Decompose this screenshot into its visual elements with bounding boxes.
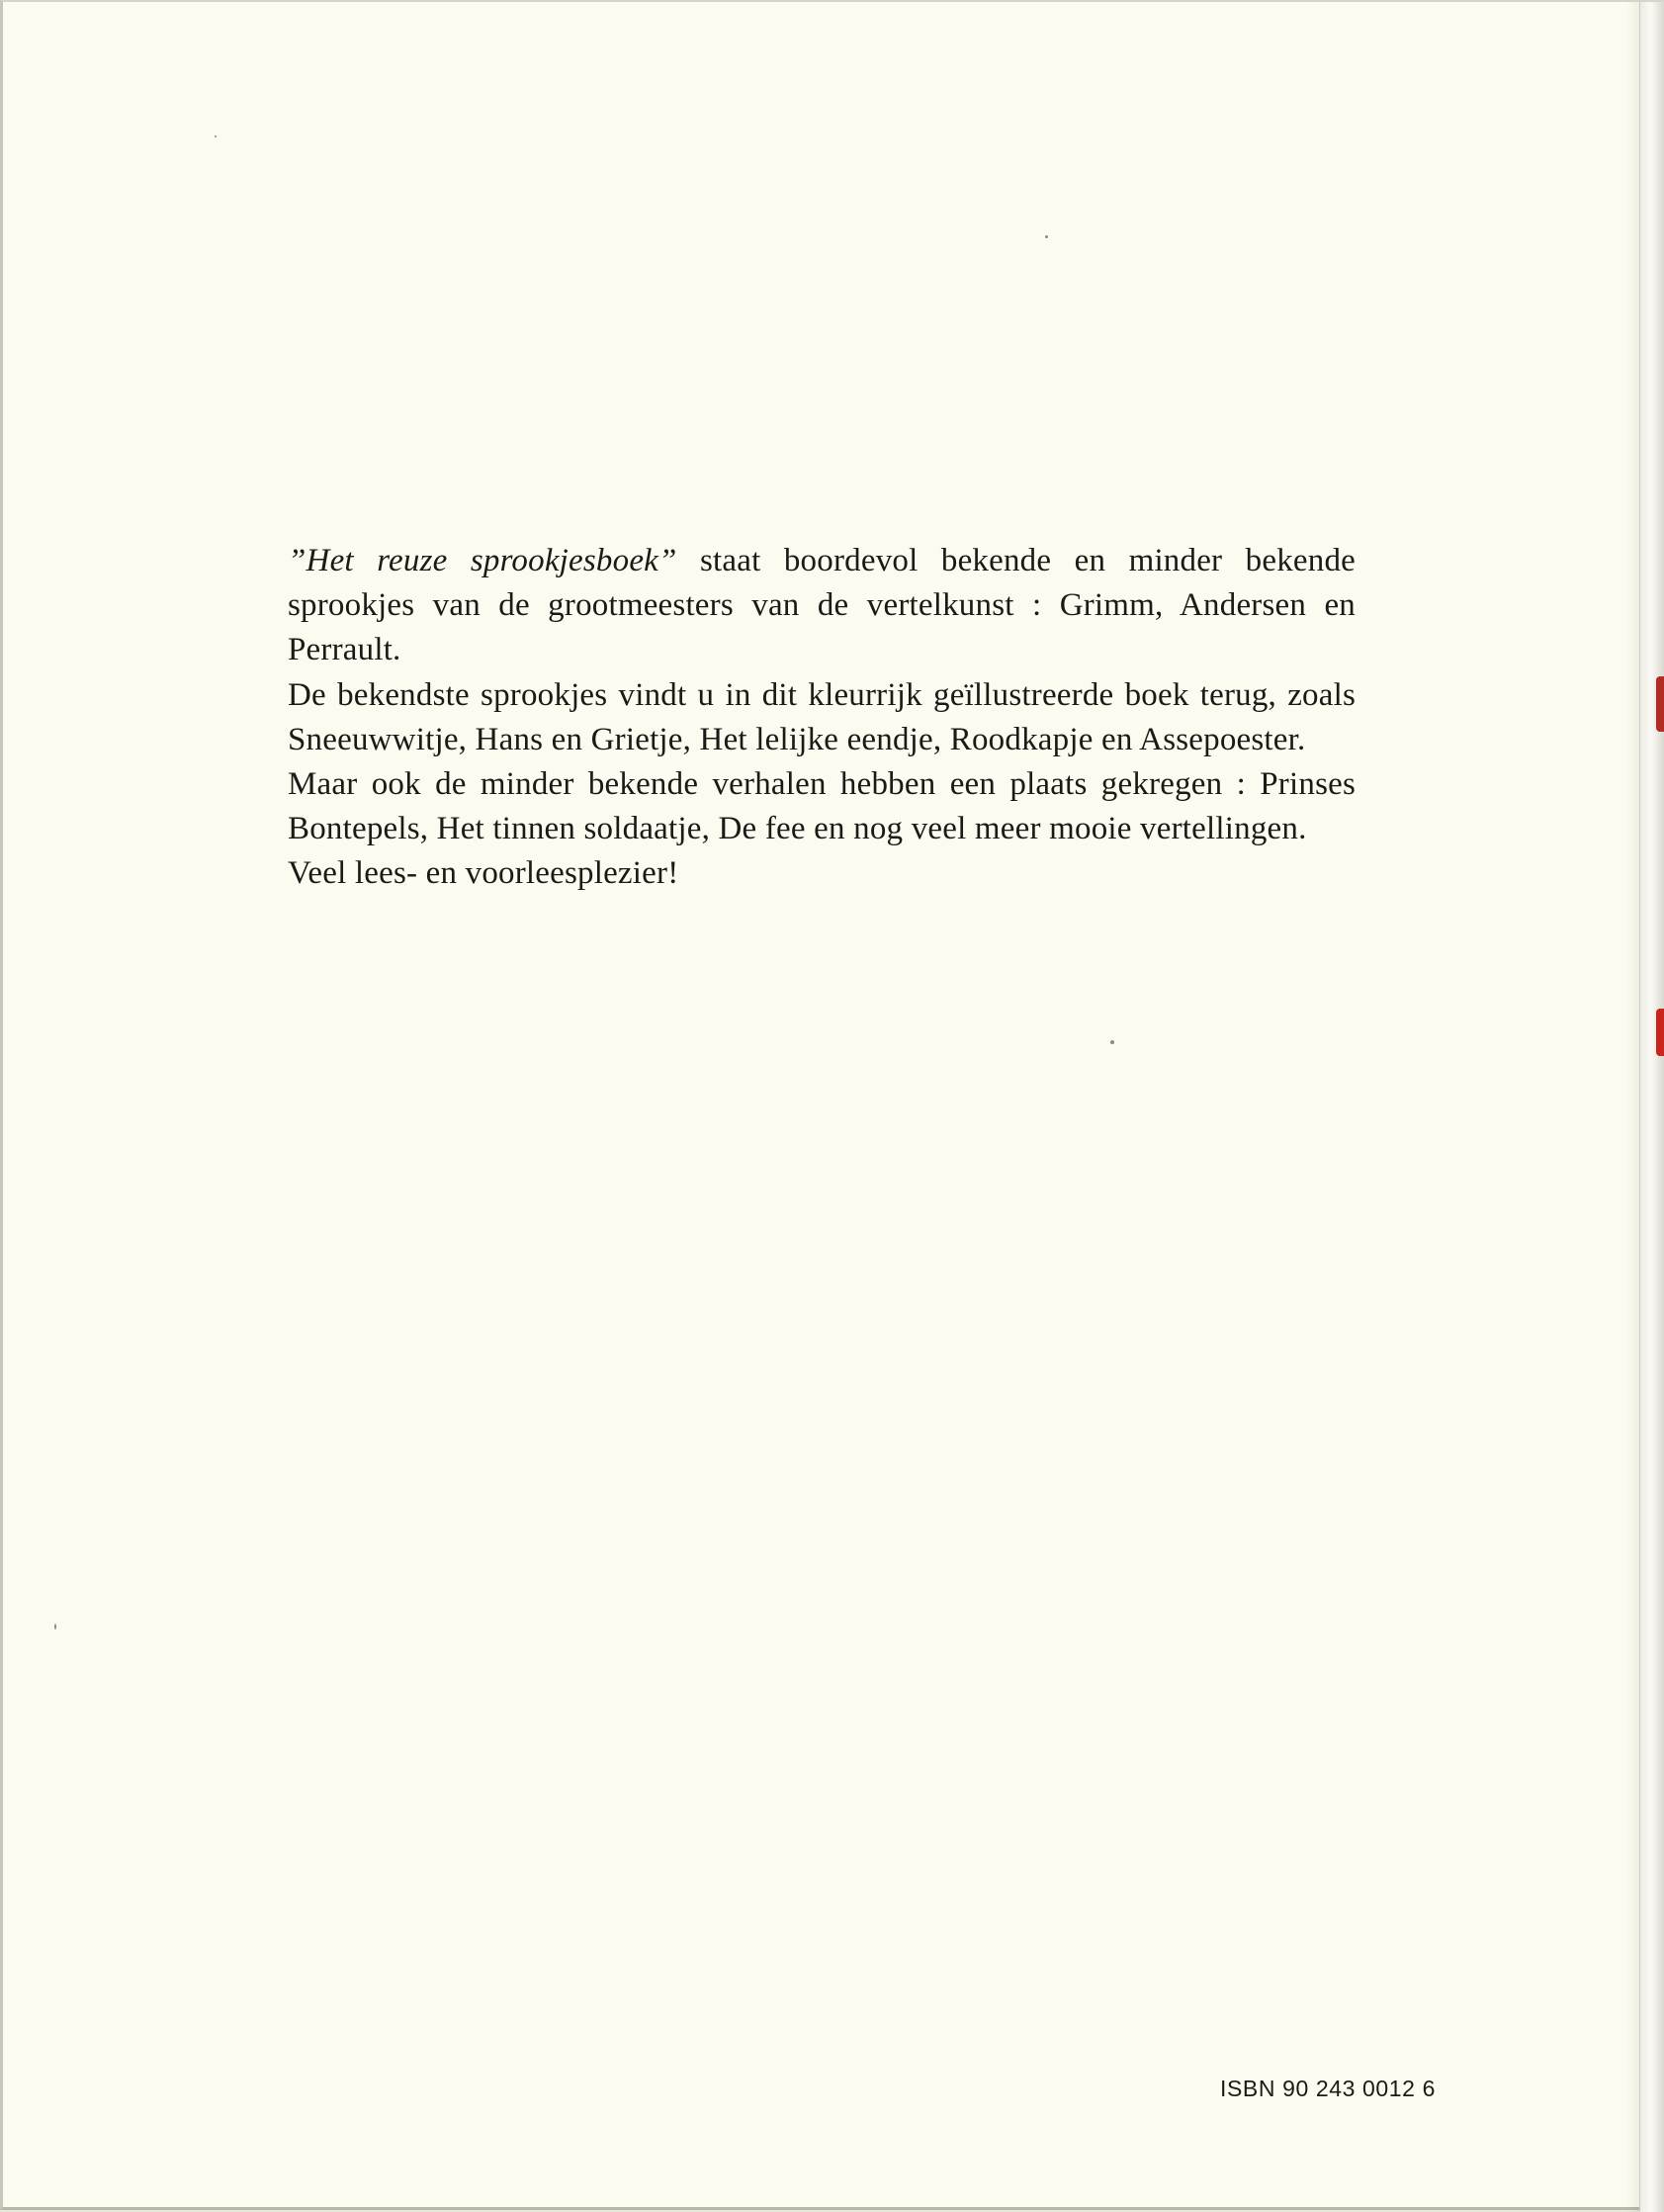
blurb-paragraph-famous-tales: De bekendste sprookjes vindt u in dit kleurrijk geïllustreerde boek terug, zoals Sneeuwwitje, Hans en Grietje, Het lelijke eendje, Roodkapje en Assepoester. [288, 676, 1356, 757]
back-cover-blurb [288, 539, 1356, 897]
blurb-intro-text: staat boordevol bekende en minder bekende sprookjes van de grootmeesters van de vertelkunst : Grimm, Andersen en Perrault. [288, 543, 1356, 668]
paper-speck [1045, 235, 1048, 238]
paper-speck [54, 1624, 56, 1630]
cover-hinge-shadow [1626, 2, 1640, 2212]
book-title: ”Het reuze sprookjesboek” [288, 543, 677, 578]
blurb-paragraph-intro [288, 539, 1356, 673]
paper-speck [1110, 1040, 1114, 1044]
book-spine-edge [1639, 2, 1664, 2212]
spine-red-mark [1656, 1009, 1664, 1056]
paper-speck [215, 135, 217, 137]
isbn-number: ISBN 90 243 0012 6 [1220, 2076, 1436, 2101]
blurb-paragraph-lesser-known-tales: Maar ook de minder bekende verhalen hebben een plaats gekregen : Prinses Bontepels, Het tinnen soldaatje, De fee en nog veel meer mooie vertellingen. [288, 766, 1356, 847]
blurb-closing-line: Veel lees- en voorleesplezier! [288, 855, 679, 892]
spine-red-mark [1656, 676, 1664, 732]
